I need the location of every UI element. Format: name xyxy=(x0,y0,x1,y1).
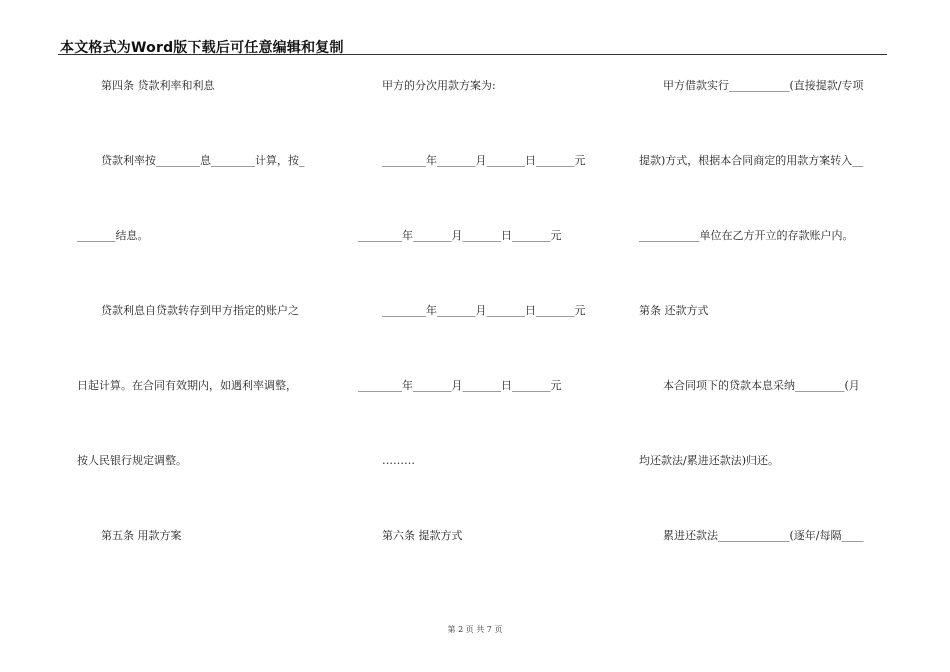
column-2-line-1: 甲方的分次用款方案为: xyxy=(382,79,496,92)
column-1-line-6: 按人民银行规定调整。 xyxy=(77,454,187,467)
column-2-line-7: 第六条 提款方式 xyxy=(382,529,463,542)
column-2-line-2: ________年_______月_______日_______元 xyxy=(382,154,586,167)
column-3-line-2: 提款)方式，根据本合同商定的用款方案转入__ xyxy=(639,154,864,167)
column-1-line-7: 第五条 用款方案 xyxy=(101,529,182,542)
column-2-line-6: ……… xyxy=(382,454,415,467)
document-header-title: 本文格式为Word版下载后可任意编辑和复制 xyxy=(60,40,344,56)
column-3-line-7: 累进还款法_____________(逐年/每隔____ xyxy=(663,529,864,542)
page-number-footer: 第 2 页 共 7 页 xyxy=(447,625,503,634)
column-1-line-4: 贷款利息自贷款转存到甲方指定的账户之 xyxy=(101,304,299,317)
column-1-line-5: 日起计算。在合同有效期内，如遇利率调整， xyxy=(77,379,297,392)
column-1-line-1: 第四条 贷款利率和利息 xyxy=(101,79,215,92)
column-1-line-3: _______结息。 xyxy=(77,229,149,242)
column-2-line-3: ________年_______月_______日_______元 xyxy=(358,229,562,242)
column-2-line-4: ________年_______月_______日_______元 xyxy=(382,304,586,317)
header-divider xyxy=(58,54,887,55)
column-3-line-3: ___________单位在乙方开立的存款账户内。 xyxy=(639,229,854,242)
column-3-line-4: 第条 还款方式 xyxy=(639,304,709,317)
column-1-line-2: 贷款利率按________息________计算，按_ xyxy=(101,154,305,167)
column-3-line-6: 均还款法/累进还款法)归还。 xyxy=(639,454,779,467)
column-3-line-5: 本合同项下的贷款本息采纳_________(月 xyxy=(663,379,860,392)
column-3-line-1: 甲方借款实行___________(直接提款/专项 xyxy=(663,79,864,92)
column-2-line-5: ________年_______月_______日_______元 xyxy=(358,379,562,392)
